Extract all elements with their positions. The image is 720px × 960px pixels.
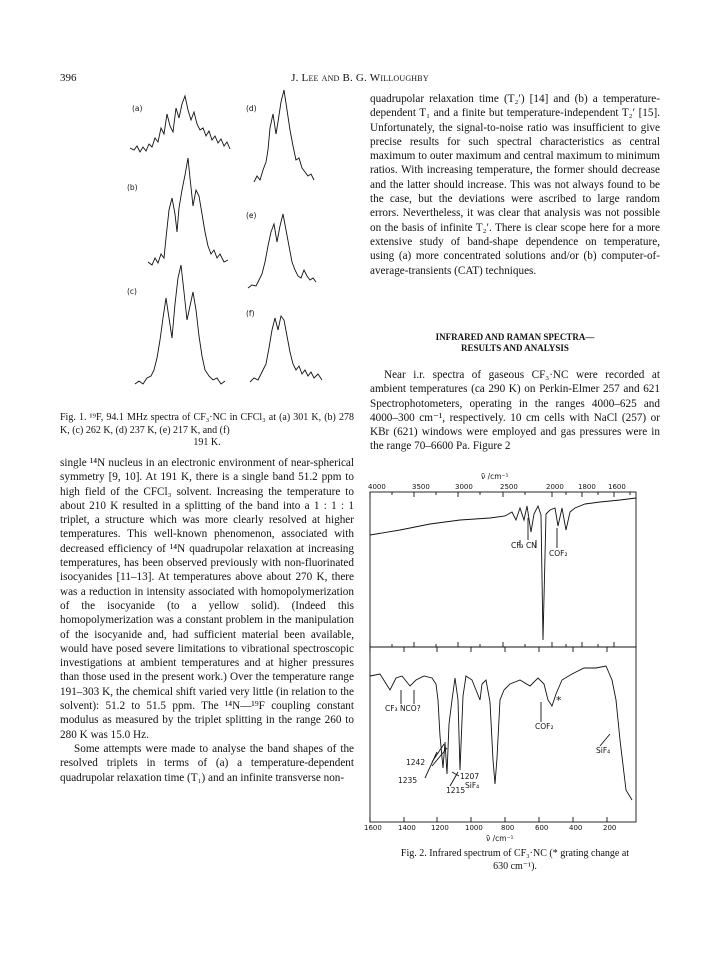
- section-heading-line-1: INFRARED AND RAMAN SPECTRA—: [435, 332, 595, 342]
- bottom-tick-1200: 1200: [431, 824, 449, 832]
- label-1215: 1215: [446, 786, 466, 795]
- label-1207: 1207: [460, 772, 480, 781]
- bottom-tick-600: 600: [535, 824, 549, 832]
- bottom-panel-frame: [370, 647, 636, 822]
- label-cof2-bottom: COF₂: [535, 722, 554, 731]
- figure-1-caption-text: Fig. 1. ¹⁹F, 94.1 MHz spectra of CF₃·NC in CFCl₃ at (a) 301 K, (b) 278 K, (c) 262 K, (d) 237 K, (e) 217 K, and (f): [60, 412, 354, 436]
- top-tick-2500: 2500: [500, 483, 518, 491]
- left-paragraph-1: single ¹⁴N nucleus in an electronic environment of near-spherical symmetry [9, 10]. At 191 K, there is a single band 51.2 ppm to high field of the CFCl₃ solvent. Increasing the temperature to about 210 K resulted in a splitting of the band into a 1 : 1 : 1 triplet, a structure which was more clearly resolved at higher temperatures. This well-known phenomenon, associated with decreased efficiency of ¹⁴N quadrupolar relaxation at increasing temperatures, has been observed previously with non-fluorinated isocyanides [11–13]. At temperatures above about 270 K, there was a reduction in intensity associated with homopolymerization of the isocyanide (to a yellow solid). (Indeed this homopolymerization was a constant problem in the manipulation of the isocyanide and, had sufficient material been available, would have posed severe limitations to vibrational spectroscopic investigations at ambient temperatures and at higher pressures than those used in the present work.) Over the temperature range 191–303 K, the chemical shift varied very little (in relation to the solvent): 51.2 to 51.5 ppm. The ¹⁴N—¹⁹F coupling constant modulus as measured by the triplet splitting in the range 260 to 280 K was 15.0 Hz.: [60, 457, 354, 741]
- bottom-tick-200: 200: [603, 824, 617, 832]
- top-tick-1800: 1800: [578, 483, 596, 491]
- left-paragraph-2: Some attempts were made to analyse the band shapes of the resolved triplets in terms of (a) a temperature-dependent quadrupolar relaxation time (T₁) and an infinite transverse non-: [60, 742, 354, 784]
- label-asterisk: *: [556, 694, 562, 707]
- top-tick-4000: 4000: [368, 483, 386, 491]
- bottom-tick-1400: 1400: [398, 824, 416, 832]
- panel-label-f: (f): [246, 309, 255, 318]
- label-1235: 1235: [398, 776, 418, 785]
- section-heading-line-2: RESULTS AND ANALYSIS: [461, 343, 569, 353]
- label-sif4-right: SiF₄: [596, 746, 611, 755]
- figure-2-caption: [370, 848, 660, 873]
- right-paragraph-1: quadrupolar relaxation time (T₂′) [14] and (b) a temperature-dependent T₁ and a finite but temperature-independent T₂′ [15]. Unfortunately, the signal-to-noise ratio was insufficient to give precise results for such spectral characteristics as central maximum to outer maximum and central maximum to minimum ratios. With increasing temperature, the former should decrease and the latter should increase. This was not always found to be the case, but the deviations were ascribed to large random errors. Nevertheless, it was clear that analysis was not possible on the basis of infinite T₂′. There is clear scope here for a more extensive study of band-shape dependence on temperature, using (a) more concentrated solutions and/or (b) computer-of-average-transients (CAT) techniques.: [370, 93, 660, 277]
- top-tick-2000: 2000: [546, 483, 564, 491]
- top-tick-3500: 3500: [412, 483, 430, 491]
- panel-label-b: (b): [127, 183, 138, 192]
- label-cf3cn: CF₃ CN: [511, 541, 537, 550]
- running-head-authors: J. Lee and B. G. Willoughby: [291, 72, 429, 84]
- label-cof2-top: COF₂: [549, 549, 568, 558]
- figure-2-caption-line-2: 630 cm⁻¹).: [493, 860, 537, 872]
- axis-unit-top: ν̃ /cm⁻¹: [481, 472, 509, 481]
- panel-label-c: (c): [127, 287, 137, 296]
- figure-1-caption-end: 191 K.: [193, 437, 221, 448]
- bottom-tick-800: 800: [501, 824, 515, 832]
- bottom-tick-400: 400: [569, 824, 583, 832]
- axis-unit-bottom: ν̃ /cm⁻¹: [486, 834, 514, 843]
- label-1242: 1242: [406, 758, 426, 767]
- panel-label-a: (a): [132, 104, 143, 113]
- panel-label-d: (d): [246, 104, 257, 113]
- top-tick-1600: 1600: [608, 483, 626, 491]
- page-number: 396: [60, 72, 77, 84]
- panel-label-e: (e): [246, 211, 257, 220]
- bottom-tick-1000: 1000: [465, 824, 483, 832]
- top-panel-frame: [370, 492, 636, 647]
- bottom-tick-1600: 1600: [364, 824, 382, 832]
- top-tick-3000: 3000: [455, 483, 473, 491]
- label-sif4-mid: SiF₄: [465, 781, 480, 790]
- label-cf3nco: CF₃ NCO?: [385, 704, 421, 713]
- right-paragraph-2: Near i.r. spectra of gaseous CF₃·NC were recorded at ambient temperatures (ca 290 K) on Perkin-Elmer 257 and 621 Spectrophotometers, operating in the ranges 4000–625 and 4000–300 cm⁻¹, respectively. 10 cm cells with NaCl (257) or KBr (621) windows were employed and gas pressures were in the range 70–6600 Pa. Figure 2: [370, 369, 660, 453]
- top-trace: [370, 498, 636, 640]
- figure-2-caption-line-1: Fig. 2. Infrared spectrum of CF₃·NC (* grating change at: [400, 848, 630, 859]
